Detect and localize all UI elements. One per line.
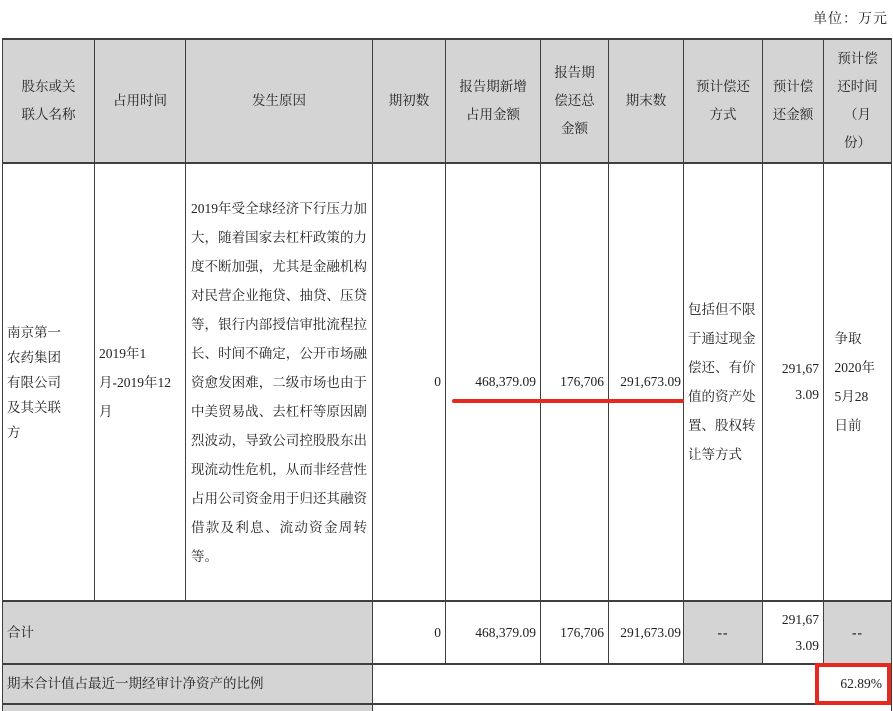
cell-closing-balance: 291,673.09 xyxy=(609,163,684,601)
cell-expected-repay-amount: 291,673.09 xyxy=(763,163,824,601)
cell-ratio-label: 期末合计值占最近一期经审计净资产的比例 xyxy=(3,664,373,704)
partial-row xyxy=(3,704,892,711)
cell-new-occupied-amount: 468,379.09 xyxy=(446,163,541,601)
header-occupation-period: 占用时间 xyxy=(95,39,186,163)
unit-label: 单位：万元 xyxy=(813,12,888,27)
ratio-row xyxy=(3,664,892,704)
partial-row-value-cell xyxy=(373,704,892,711)
header-repaid-total-amount: 报告期偿还总金额 xyxy=(541,39,609,163)
cell-ratio-value: 62.89% xyxy=(373,664,892,704)
partial-row-label-cell xyxy=(3,704,373,711)
header-new-occupied-amount: 报告期新增占用金额 xyxy=(446,39,541,163)
cell-total-closing: 291,673.09 xyxy=(609,601,684,664)
cell-total-repaid: 176,706 xyxy=(541,601,609,664)
header-expected-repay-amount: 预计偿还金额 xyxy=(763,39,824,163)
header-expected-repay-time: 预计偿还时间（月份） xyxy=(824,39,892,163)
red-box-annotation xyxy=(815,663,891,705)
cell-total-repay-amount: 291,673.09 xyxy=(763,601,824,664)
header-closing-balance: 期末数 xyxy=(609,39,684,163)
cell-occupation-period: 2019年1月-2019年12月 xyxy=(95,163,186,601)
cell-opening-balance: 0 xyxy=(373,163,446,601)
data-row xyxy=(3,163,892,601)
cell-repaid-total-amount: 176,706 xyxy=(541,163,609,601)
cell-total-label: 合计 xyxy=(3,601,373,664)
fund-occupation-table xyxy=(2,38,892,711)
header-opening-balance: 期初数 xyxy=(373,39,446,163)
cell-total-repay-method: -- xyxy=(684,601,763,664)
red-underline-annotation xyxy=(452,399,684,403)
header-row xyxy=(3,39,892,163)
cell-expected-repay-time: 争取2020年5月28日前 xyxy=(824,163,892,601)
cell-shareholder-name: 南京第一农药集团有限公司及其关联方 xyxy=(3,163,95,601)
cell-total-opening: 0 xyxy=(373,601,446,664)
cell-total-new-occupied: 468,379.09 xyxy=(446,601,541,664)
cell-total-repay-time: -- xyxy=(824,601,892,664)
total-row xyxy=(3,601,892,664)
header-reason: 发生原因 xyxy=(186,39,373,163)
header-shareholder-name: 股东或关联人名称 xyxy=(3,39,95,163)
cell-reason: 2019年受全球经济下行压力加大，随着国家去杠杆政策的力度不断加强，尤其是金融机构对民营企业拖贷、抽贷、压贷等，银行内部授信审批流程拉长、时间不确定，公开市场融资愈发困难，二级市场也由于中美贸易战、去杠杆等原因剧烈波动，导致公司控股股东出现流动性危机，从而非经营性占用公司资金用于归还其融资借款及利息、流动资金周转等。 xyxy=(186,163,373,601)
cell-expected-repay-method: 包括但不限于通过现金偿还、有价值的资产处置、股权转让等方式 xyxy=(684,163,763,601)
header-expected-repay-method: 预计偿还方式 xyxy=(684,39,763,163)
